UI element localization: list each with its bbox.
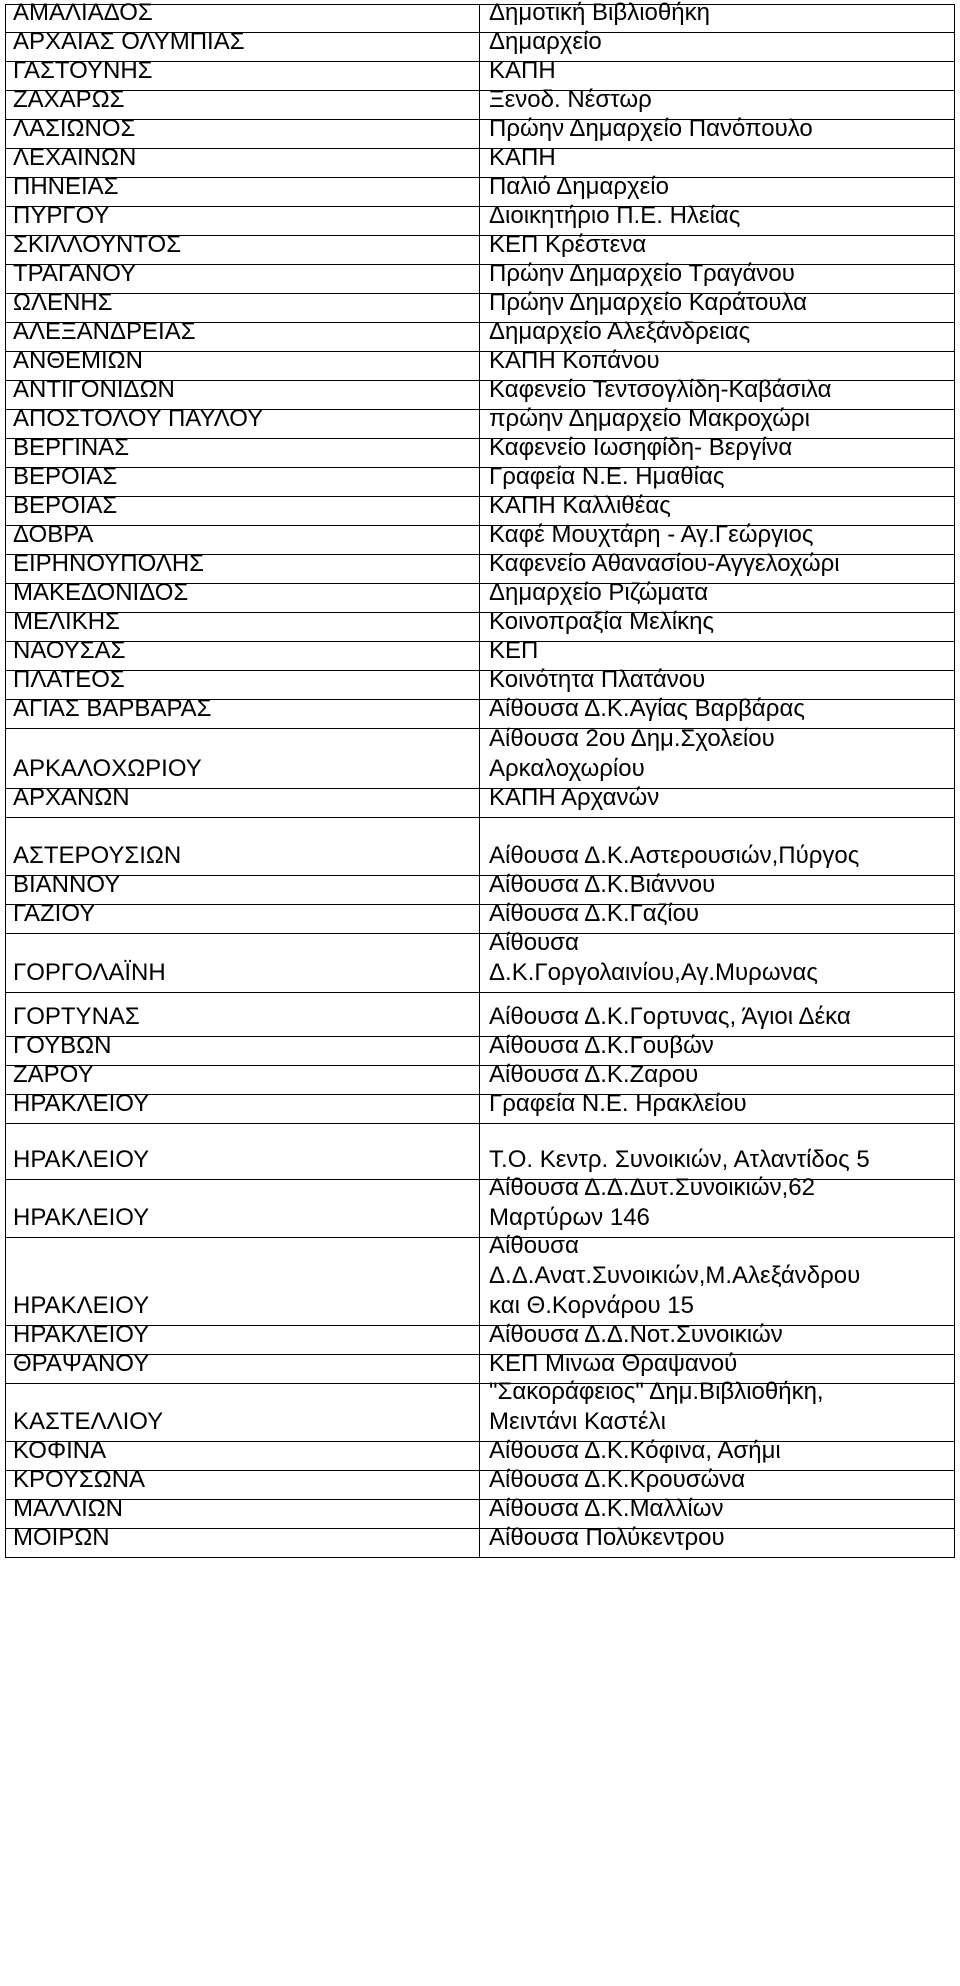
table-row <box>5 144 955 178</box>
location-cell <box>489 201 740 231</box>
location-cell <box>489 549 840 579</box>
location-cell <box>489 1002 851 1032</box>
table-row <box>5 463 955 497</box>
municipality-cell: ΠΛΑΤΕΟΣ <box>13 666 125 693</box>
municipality-cell: ΓΟΡΤΥΝΑΣ <box>13 1003 140 1030</box>
table-row <box>5 929 955 993</box>
table-row <box>5 1174 955 1238</box>
municipality-cell: ΑΡΧΑΙΑΣ ΟΛΥΜΠΙΑΣ <box>13 28 245 55</box>
location-line: ΚΑΠΗ Αρχανών <box>489 784 660 811</box>
location-line: ΚΑΠΗ <box>489 57 556 84</box>
municipality-cell: ΕΙΡΗΝΟΥΠΟΛΗΣ <box>13 550 205 577</box>
location-line: Αίθουσα Δ.Κ.Ζαρου <box>489 1061 699 1088</box>
municipality-cell: ΗΡΑΚΛΕΙΟΥ <box>13 1321 150 1348</box>
municipality-cell: ΒΙΑΝΝΟΥ <box>13 871 121 898</box>
table-row <box>5 434 955 468</box>
table-row <box>5 173 955 207</box>
location-cell <box>489 899 699 929</box>
location-cell <box>489 1377 824 1437</box>
location-cell <box>489 694 805 724</box>
location-line: ΚΕΠ Μινωα Θραψανού <box>489 1350 738 1377</box>
municipality-cell: ΓΟΥΒΩΝ <box>13 1032 112 1059</box>
location-line: Αίθουσα <box>489 929 579 956</box>
polling-locations-table <box>5 0 955 1558</box>
location-line: ΚΑΠΗ Κοπάνου <box>489 347 660 374</box>
location-line: Κοινοπραξία Μελίκης <box>489 608 715 635</box>
table-row <box>5 695 955 729</box>
table-row <box>5 231 955 265</box>
municipality-cell: ΚΟΦΙΝΑ <box>13 1437 107 1464</box>
location-line: Καφέ Μουχτάρη - Αγ.Γεώργιος <box>489 521 814 548</box>
location-line: Τ.Ο. Κεντρ. Συνοικιών, Ατλαντίδος 5 <box>489 1146 870 1173</box>
location-line: Μειντάνι Καστέλι <box>489 1408 666 1435</box>
municipality-cell: ΜΕΛΙΚΗΣ <box>13 608 120 635</box>
municipality-cell: ΑΡΧΑΝΩΝ <box>13 784 130 811</box>
table-row <box>5 1032 955 1066</box>
location-cell <box>489 870 715 900</box>
location-line: Αίθουσα Δ.Κ.Κρουσώνα <box>489 1466 746 1493</box>
municipality-cell: ΒΕΡΓΙΝΑΣ <box>13 434 130 461</box>
municipality-cell: ΘΡΑΨΑΝΟΥ <box>13 1350 150 1377</box>
municipality-cell: ΚΑΣΤΕΛΛΙΟΥ <box>13 1408 164 1435</box>
location-cell <box>489 375 831 405</box>
municipality-cell: ΔΟΒΡΑ <box>13 521 94 548</box>
table-row <box>5 1466 955 1500</box>
municipality-cell: ΗΡΑΚΛΕΙΟΥ <box>13 1204 150 1231</box>
location-line: ΚΑΠΗ <box>489 144 556 171</box>
table-row <box>5 637 955 671</box>
location-line: Γραφεία Ν.Ε. Ημαθίας <box>489 463 725 490</box>
table-row <box>5 405 955 439</box>
location-cell <box>489 143 556 173</box>
location-line: Δ.Κ.Γοργολαινίου,Αγ.Μυρωνας <box>489 959 818 986</box>
municipality-cell: ΑΡΚΑΛΟΧΩΡΙΟΥ <box>13 755 202 782</box>
location-line: Καφενείο Ιωσηφίδη- Βεργίνα <box>489 434 793 461</box>
location-cell <box>489 1349 737 1379</box>
location-cell <box>489 27 602 57</box>
table-row <box>5 1124 955 1180</box>
table-row <box>5 1524 955 1558</box>
municipality-cell: ΑΛΕΞΑΝΔΡΕΙΑΣ <box>13 318 196 345</box>
location-cell <box>489 259 795 289</box>
table-row <box>5 260 955 294</box>
municipality-cell: ΠΥΡΓΟΥ <box>13 202 110 229</box>
municipality-cell: ΗΡΑΚΛΕΙΟΥ <box>13 1146 150 1173</box>
municipality-cell: ΖΑΧΑΡΩΣ <box>13 86 125 113</box>
location-cell <box>489 56 556 86</box>
location-cell <box>489 1320 783 1350</box>
municipality-cell: ΗΡΑΚΛΕΙΟΥ <box>13 1090 150 1117</box>
location-line: Κοινότητα Πλατάνου <box>489 666 706 693</box>
municipality-cell: ΑΝΤΙΓΟΝΙΔΩΝ <box>13 376 175 403</box>
table-row <box>5 318 955 352</box>
location-cell <box>489 636 538 666</box>
location-cell <box>489 1031 714 1061</box>
table-row <box>5 725 955 789</box>
municipality-cell: ΓΑΣΤΟΥΝΗΣ <box>13 57 153 84</box>
location-cell <box>489 346 660 376</box>
municipality-cell: ΗΡΑΚΛΕΙΟΥ <box>13 1292 150 1319</box>
location-cell <box>489 230 646 260</box>
location-line: Αρκαλοχωρίου <box>489 755 645 782</box>
table-row <box>5 818 955 876</box>
location-line: Δημαρχείο Αλεξάνδρειας <box>489 318 751 345</box>
municipality-cell: ΝΑΟΥΣΑΣ <box>13 637 126 664</box>
location-cell <box>489 1436 781 1466</box>
municipality-cell: ΑΣΤΕΡΟΥΣΙΩΝ <box>13 842 182 869</box>
location-line: Αίθουσα Δ.Δ.Δυτ.Συνοικιών,62 <box>489 1174 815 1201</box>
municipality-cell: ΓΟΡΓΟΛΑΪΝΗ <box>13 959 166 986</box>
location-line: Ξενοδ. Νέστωρ <box>489 86 652 113</box>
location-cell <box>489 1523 725 1553</box>
table-row <box>5 871 955 905</box>
table-row <box>5 784 955 818</box>
location-cell <box>489 1494 724 1524</box>
location-line: Δ.Δ.Ανατ.Συνοικιών,Μ.Αλεξάνδρου <box>489 1262 861 1289</box>
table-row <box>5 1090 955 1124</box>
municipality-cell: ΖΑΡΟΥ <box>13 1061 94 1088</box>
table-row <box>5 608 955 642</box>
location-line: Αίθουσα Δ.Κ.Γορτυνας, Άγιοι Δέκα <box>489 1003 851 1030</box>
location-line: Αίθουσα Πολύκεντρου <box>489 1524 725 1551</box>
municipality-cell: ΑΠΟΣΤΟΛΟΥ ΠΑΥΛΟΥ <box>13 405 264 432</box>
municipality-cell: ΓΑΖΙΟΥ <box>13 900 96 927</box>
location-cell <box>489 1089 747 1119</box>
location-cell <box>489 462 724 492</box>
table-row <box>5 1378 955 1442</box>
location-line: Αίθουσα Δ.Κ.Γουβών <box>489 1032 714 1059</box>
location-cell <box>489 172 669 202</box>
municipality-cell: ΛΑΣΙΩΝΟΣ <box>13 115 136 142</box>
table-row <box>5 993 955 1037</box>
location-cell <box>489 1465 745 1495</box>
municipality-cell: ΒΕΡΟΙΑΣ <box>13 463 118 490</box>
location-line: Αίθουσα Δ.Κ.Αστερουσιών,Πύργος <box>489 842 860 869</box>
table-row <box>5 115 955 149</box>
municipality-cell: ΑΝΘΕΜΙΩΝ <box>13 347 143 374</box>
location-cell <box>489 491 671 521</box>
location-cell <box>489 665 705 695</box>
location-cell <box>489 114 813 144</box>
location-cell <box>489 404 810 434</box>
location-line: πρώην Δημαρχείο Μακροχώρι <box>489 405 810 432</box>
location-line: Πρώην Δημαρχείο Πανόπουλο <box>489 115 813 142</box>
location-line: Αίθουσα Δ.Κ.Αγίας Βαρβάρας <box>489 695 805 722</box>
location-line: Δημαρχείο <box>489 28 602 55</box>
location-cell <box>489 0 710 28</box>
location-line: Αίθουσα Δ.Κ.Γαζίου <box>489 900 700 927</box>
location-cell <box>489 520 813 550</box>
municipality-cell: ΜΟΙΡΩΝ <box>13 1524 110 1551</box>
location-line: Αίθουσα <box>489 1232 579 1259</box>
location-line: Αίθουσα Δ.Δ.Νοτ.Συνοικιών <box>489 1321 783 1348</box>
municipality-cell: ΛΕΧΑΙΝΩΝ <box>13 144 137 171</box>
municipality-cell: ΚΡΟΥΣΩΝΑ <box>13 1466 146 1493</box>
municipality-cell: ΩΛΕΝΗΣ <box>13 289 113 316</box>
location-cell <box>489 1173 815 1233</box>
location-line: Καφενείο Τεντσογλίδη-Καβάσιλα <box>489 376 832 403</box>
location-cell <box>489 1231 860 1321</box>
location-line: ΚΑΠΗ Καλλιθέας <box>489 492 671 519</box>
table-row <box>5 57 955 91</box>
table-row <box>5 1232 955 1326</box>
location-cell <box>489 85 652 115</box>
location-line: Πρώην Δημαρχείο Καράτουλα <box>489 289 808 316</box>
location-cell <box>489 1060 698 1090</box>
location-cell <box>489 578 708 608</box>
location-cell <box>489 607 714 637</box>
location-line: Δημαρχείο Ριζώματα <box>489 579 709 606</box>
municipality-cell: ΣΚΙΛΛΟΥΝΤΟΣ <box>13 231 182 258</box>
location-cell <box>489 317 750 347</box>
table-row <box>5 1495 955 1529</box>
location-cell <box>489 928 818 988</box>
location-line: ΚΕΠ Κρέστενα <box>489 231 647 258</box>
column-divider <box>479 4 480 1558</box>
municipality-cell: ΜΑΛΛΙΩΝ <box>13 1495 124 1522</box>
location-cell <box>489 841 859 871</box>
location-line: Αίθουσα Δ.Κ.Βιάννου <box>489 871 716 898</box>
location-line: "Σακοράφειος" Δημ.Βιβλιοθήκη, <box>489 1378 824 1405</box>
municipality-cell: ΒΕΡΟΙΑΣ <box>13 492 118 519</box>
location-cell <box>489 288 807 318</box>
location-line: Διοικητήριο Π.Ε. Ηλείας <box>489 202 741 229</box>
location-line: Πρώην Δημαρχείο Τραγάνου <box>489 260 795 287</box>
location-cell <box>489 783 659 813</box>
municipality-cell: ΜΑΚΕΔΟΝΙΔΟΣ <box>13 579 189 606</box>
municipality-cell: ΑΓΙΑΣ ΒΑΡΒΑΡΑΣ <box>13 695 212 722</box>
location-line: Καφενείο Αθανασίου-Αγγελοχώρι <box>489 550 840 577</box>
location-line: και Θ.Κορνάρου 15 <box>489 1292 694 1319</box>
location-cell <box>489 433 792 463</box>
table-row <box>5 579 955 613</box>
municipality-cell: ΤΡΑΓΑΝΟΥ <box>13 260 137 287</box>
location-line: Μαρτύρων 146 <box>489 1204 650 1231</box>
location-line: Αίθουσα Δ.Κ.Μαλλίων <box>489 1495 724 1522</box>
location-line: Δημοτική Βιβλιοθήκη <box>489 0 710 26</box>
location-line: Παλιό Δημαρχείο <box>489 173 669 200</box>
location-cell <box>489 724 775 784</box>
location-line: Αίθουσα 2ου Δημ.Σχολείου <box>489 725 775 752</box>
municipality-cell: ΑΜΑΛΙΑΔΟΣ <box>13 0 153 26</box>
location-line: Γραφεία Ν.Ε. Ηρακλείου <box>489 1090 747 1117</box>
table-row <box>5 1437 955 1471</box>
location-line: ΚΕΠ <box>489 637 539 664</box>
municipality-cell: ΠΗΝΕΙΑΣ <box>13 173 119 200</box>
location-line: Αίθουσα Δ.Κ.Κόφινα, Ασήμι <box>489 1437 781 1464</box>
location-cell <box>489 1145 870 1175</box>
